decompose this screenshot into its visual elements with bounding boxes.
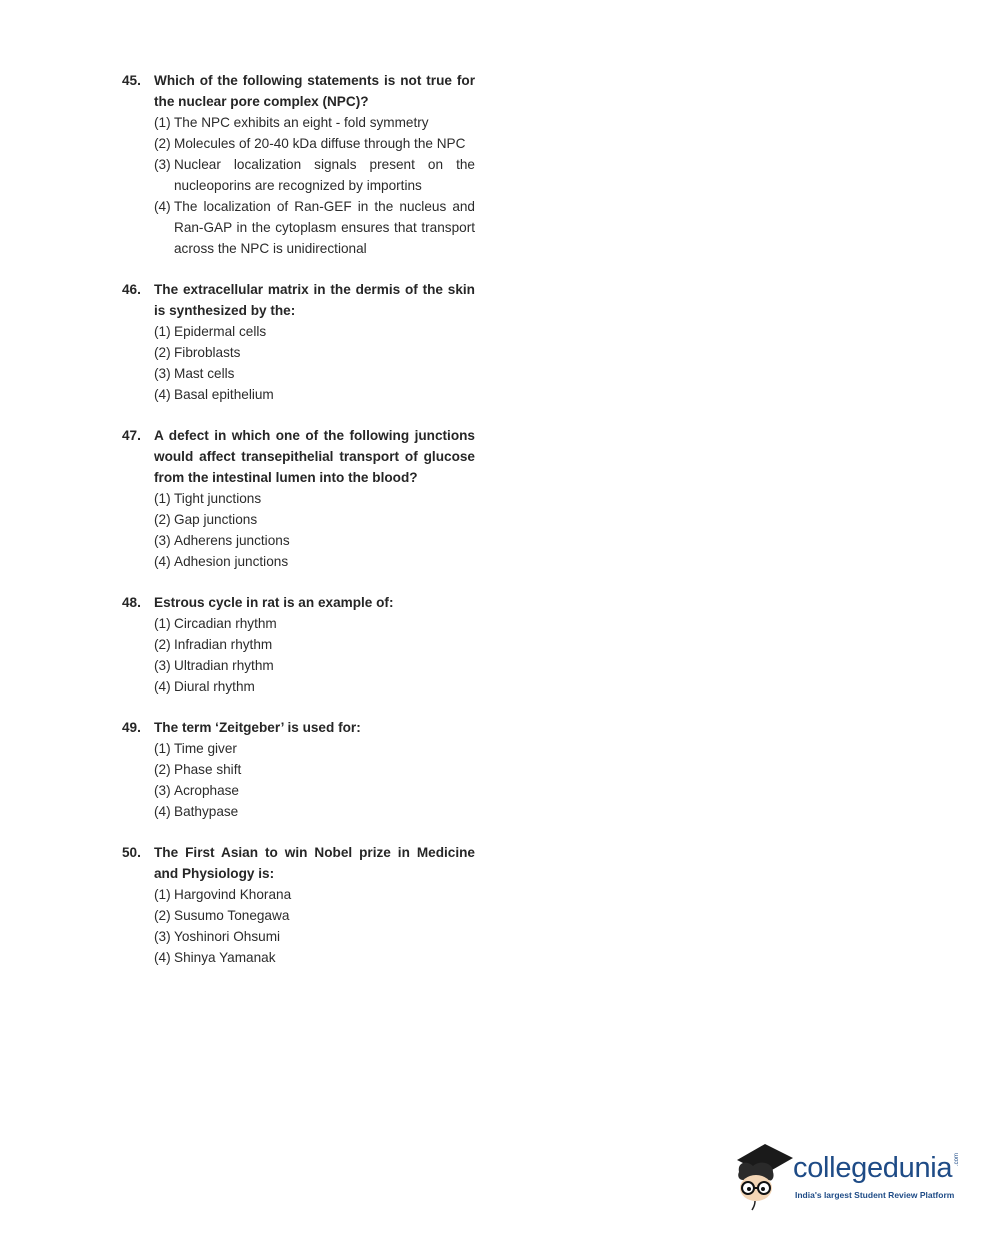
option-text: Mast cells <box>174 366 235 381</box>
question-text: A defect in which one of the following junctions would affect transepithelial transport of glucose from the intestinal lumen into the blood? <box>154 428 475 485</box>
question-stem <box>122 717 475 738</box>
option-number: (1) <box>154 616 171 631</box>
answer-option <box>154 676 475 697</box>
option-number: (3) <box>154 157 171 172</box>
question-block <box>122 592 475 697</box>
graduate-mascot-icon <box>733 1138 793 1218</box>
option-number: (4) <box>154 387 171 402</box>
option-number: (2) <box>154 136 171 151</box>
option-text: Nuclear localization signals present on the nucleoporins are recognized by importins <box>174 157 475 193</box>
question-stem <box>122 592 475 613</box>
question-text: The term ‘Zeitgeber’ is used for: <box>154 720 361 735</box>
question-text: Estrous cycle in rat is an example of: <box>154 595 394 610</box>
option-number: (1) <box>154 491 171 506</box>
question-number: 47. <box>122 428 141 443</box>
answer-option <box>154 133 475 154</box>
question-number: 48. <box>122 595 141 610</box>
option-text: Susumo Tonegawa <box>174 908 290 923</box>
question-text: Which of the following statements is not true for the nuclear pore complex (NPC)? <box>154 73 475 109</box>
answer-option <box>154 738 475 759</box>
option-text: Adherens junctions <box>174 533 290 548</box>
answer-option <box>154 342 475 363</box>
answer-option <box>154 363 475 384</box>
option-text: Shinya Yamanak <box>174 950 276 965</box>
question-block <box>122 279 475 405</box>
logo-tagline: India's largest Student Review Platform <box>795 1190 955 1200</box>
option-text: Gap junctions <box>174 512 258 527</box>
option-text: Adhesion junctions <box>174 554 289 569</box>
answer-option <box>154 551 475 572</box>
question-text: The extracellular matrix in the dermis of the skin is synthesized by the: <box>154 282 475 318</box>
option-text: Epidermal cells <box>174 324 267 339</box>
option-text: The NPC exhibits an eight - fold symmetry <box>174 115 429 130</box>
option-number: (2) <box>154 512 171 527</box>
logo-domain-suffix: .com <box>954 1152 960 1166</box>
option-number: (4) <box>154 950 171 965</box>
option-number: (1) <box>154 741 171 756</box>
option-number: (4) <box>154 199 171 214</box>
logo-wordmark: collegedunia <box>793 1152 953 1184</box>
option-list <box>122 738 475 822</box>
question-stem <box>122 70 475 112</box>
option-text: Molecules of 20-40 kDa diffuse through the NPC <box>174 136 466 151</box>
question-block <box>122 717 475 822</box>
option-text: Hargovind Khorana <box>174 887 292 902</box>
answer-option <box>154 801 475 822</box>
answer-option <box>154 655 475 676</box>
option-number: (3) <box>154 929 171 944</box>
option-text: Acrophase <box>174 783 239 798</box>
answer-option <box>154 759 475 780</box>
answer-option <box>154 634 475 655</box>
question-stem <box>122 842 475 884</box>
answer-option <box>154 196 475 259</box>
option-text: Circadian rhythm <box>174 616 277 631</box>
option-list <box>122 321 475 405</box>
answer-option <box>154 321 475 342</box>
question-number: 45. <box>122 73 141 88</box>
option-text: The localization of Ran-GEF in the nucleus and Ran-GAP in the cytoplasm ensures that transport across the NPC is unidirectional <box>174 199 475 256</box>
answer-option <box>154 780 475 801</box>
option-number: (4) <box>154 554 171 569</box>
question-number: 49. <box>122 720 141 735</box>
option-number: (1) <box>154 887 171 902</box>
question-list <box>122 70 475 988</box>
option-number: (4) <box>154 679 171 694</box>
option-number: (2) <box>154 345 171 360</box>
option-text: Bathypase <box>174 804 239 819</box>
answer-option <box>154 613 475 634</box>
option-list <box>122 613 475 697</box>
answer-option <box>154 509 475 530</box>
option-text: Ultradian rhythm <box>174 658 274 673</box>
option-number: (3) <box>154 533 171 548</box>
question-number: 50. <box>122 845 141 860</box>
answer-option <box>154 947 475 968</box>
option-number: (1) <box>154 324 171 339</box>
answer-option <box>154 154 475 196</box>
answer-option <box>154 530 475 551</box>
answer-option <box>154 384 475 405</box>
option-text: Fibroblasts <box>174 345 241 360</box>
option-list <box>122 488 475 572</box>
answer-option <box>154 488 475 509</box>
option-text: Infradian rhythm <box>174 637 273 652</box>
option-number: (2) <box>154 908 171 923</box>
option-list <box>122 112 475 259</box>
question-block <box>122 842 475 968</box>
option-number: (2) <box>154 762 171 777</box>
question-block <box>122 425 475 572</box>
answer-option <box>154 926 475 947</box>
answer-option <box>154 905 475 926</box>
option-list <box>122 884 475 968</box>
option-number: (1) <box>154 115 171 130</box>
option-number: (2) <box>154 637 171 652</box>
question-text: The First Asian to win Nobel prize in Medicine and Physiology is: <box>154 845 475 881</box>
option-number: (3) <box>154 783 171 798</box>
option-text: Diural rhythm <box>174 679 255 694</box>
question-stem <box>122 279 475 321</box>
option-text: Basal epithelium <box>174 387 274 402</box>
option-text: Phase shift <box>174 762 242 777</box>
collegedunia-logo <box>733 1138 963 1218</box>
question-block <box>122 70 475 259</box>
option-text: Time giver <box>174 741 237 756</box>
question-stem <box>122 425 475 488</box>
option-number: (3) <box>154 658 171 673</box>
answer-option <box>154 112 475 133</box>
option-number: (4) <box>154 804 171 819</box>
option-text: Yoshinori Ohsumi <box>174 929 281 944</box>
answer-option <box>154 884 475 905</box>
question-number: 46. <box>122 282 141 297</box>
option-text: Tight junctions <box>174 491 262 506</box>
option-number: (3) <box>154 366 171 381</box>
